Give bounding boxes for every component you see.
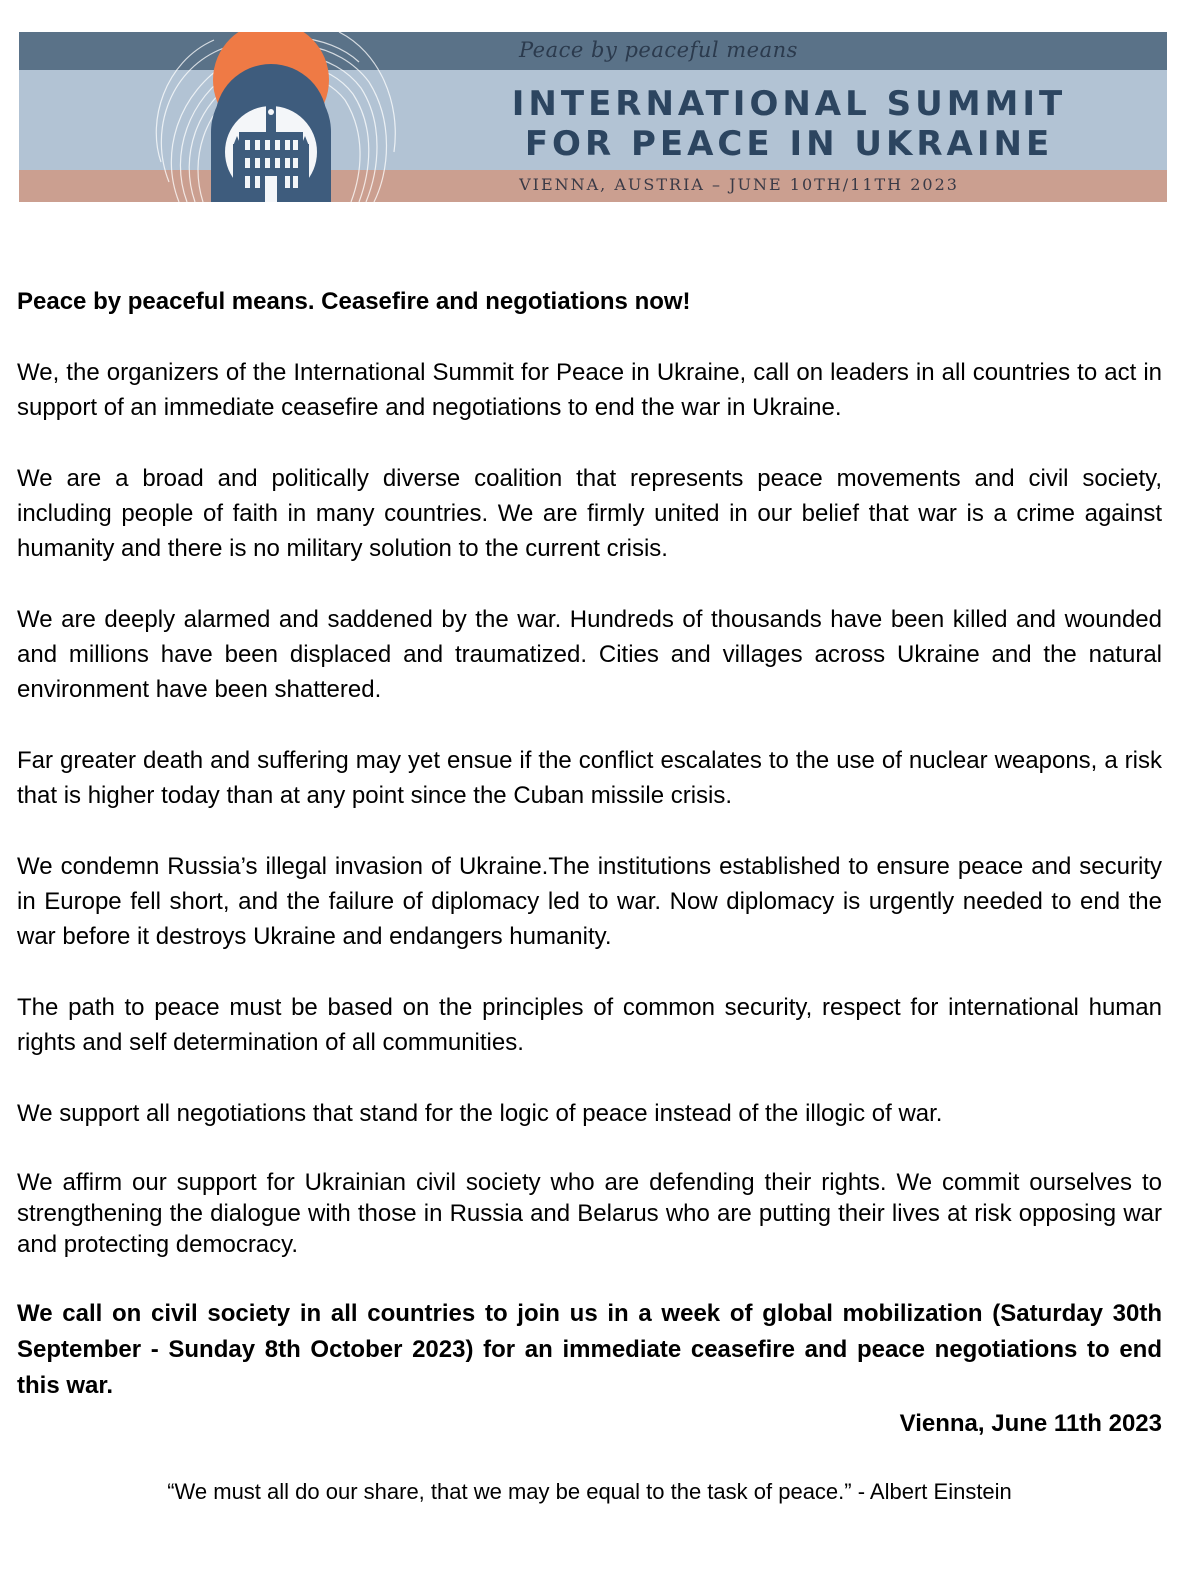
paragraph-civil-society: We affirm our support for Ukrainian civil society who are defending their rights. We commit ourselves to strengthening the dialogue with those in Russia and Belarus who are putting their lives at risk opposing war and protecting democracy. — [17, 1169, 1162, 1258]
signature-place-date: Vienna, June 11th 2023 — [899, 1410, 1162, 1437]
summit-title-line-1: INTERNATIONAL SUMMIT — [511, 84, 1067, 124]
call-to-action: We call on civil society in all countries to join us in a week of global mobilization (Saturday 30th September - Sunday 8th October 2023) for an immediate ceasefire and peace negotiations to end this war. — [17, 1300, 1162, 1399]
banner-tagline: Peace by peaceful means — [519, 38, 798, 62]
declaration-heading: Peace by peaceful means. Ceasefire and negotiations now! — [17, 288, 691, 315]
paragraph-nuclear-risk: Far greater death and suffering may yet ensue if the conflict escalates to the use of nuclear weapons, a risk that is higher today than at any point since the Cuban missile crisis. — [17, 747, 1162, 809]
summit-title — [439, 84, 1139, 164]
declaration-body — [17, 284, 1162, 1442]
city-hall-icon — [139, 32, 399, 202]
paragraph-negotiations: We support all negotiations that stand for the logic of peace instead of the illogic of war. — [17, 1100, 943, 1127]
summit-location-date: VIENNA, AUSTRIA – JUNE 10TH/11TH 2023 — [519, 175, 959, 194]
paragraph-path-to-peace: The path to peace must be based on the principles of common security, respect for international human rights and self determination of all communities. — [17, 994, 1162, 1056]
paragraph-coalition: We are a broad and politically diverse coalition that represents peace movements and civil society, including people of faith in many countries. We are firmly united in our belief that war is a crime against humanity and there is no military solution to the current crisis. — [17, 465, 1162, 562]
summit-banner — [19, 32, 1167, 202]
paragraph-organizers: We, the organizers of the International Summit for Peace in Ukraine, call on leaders in all countries to act in support of an immediate ceasefire and negotiations to end the war in Ukraine. — [17, 359, 1162, 421]
paragraph-alarmed: We are deeply alarmed and saddened by the war. Hundreds of thousands have been killed and wounded and millions have been displaced and traumatized. Cities and villages across Ukraine and the natural environment have been shattered. — [17, 606, 1162, 703]
einstein-quote: “We must all do our share, that we may be equal to the task of peace.” - Albert Einstein — [167, 1479, 1012, 1504]
summit-title-line-2: FOR PEACE IN UKRAINE — [524, 124, 1054, 164]
paragraph-condemn: We condemn Russia’s illegal invasion of Ukraine.The institutions established to ensure peace and security in Europe fell short, and the failure of diplomacy led to war. Now diplomacy is urgently needed to end the war before it destroys Ukraine and endangers humanity. — [17, 853, 1162, 950]
